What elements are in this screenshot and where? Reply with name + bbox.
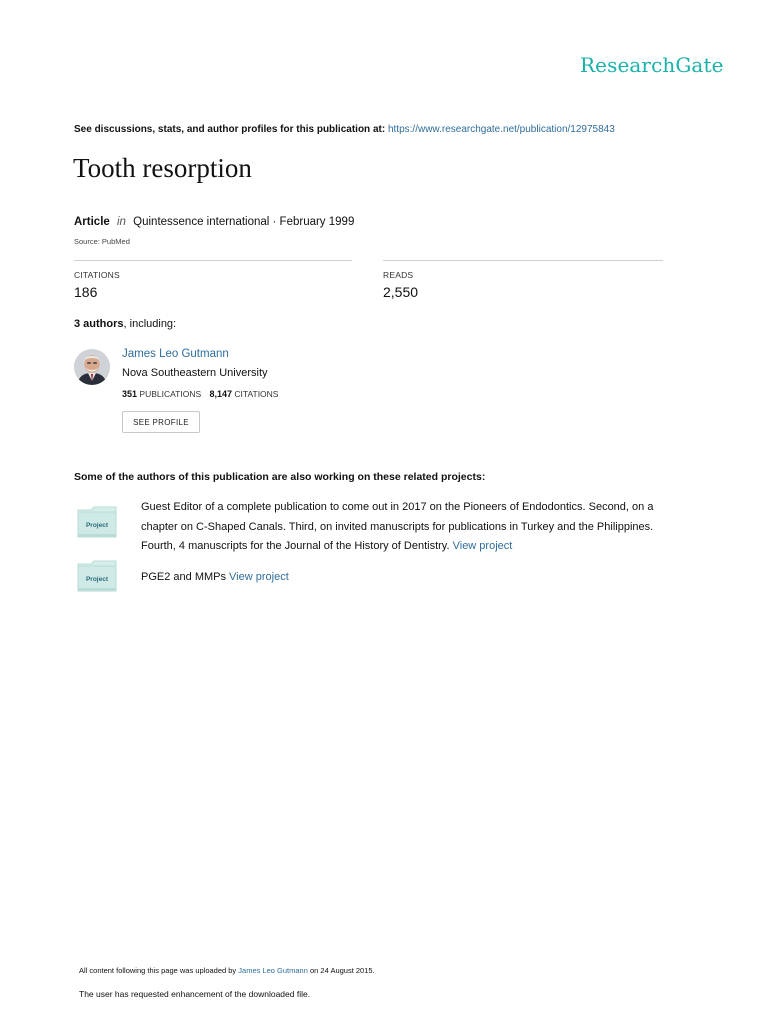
article-meta	[74, 216, 354, 228]
journal-date: Quintessence international · February 1999	[133, 216, 355, 228]
see-profile-button[interactable]: SEE PROFILE	[122, 411, 200, 433]
publication-title: Tooth resorption	[73, 153, 252, 183]
article-type: Article	[74, 216, 110, 228]
author-citations-label: CITATIONS	[234, 389, 279, 399]
intro-line	[74, 124, 615, 135]
author-publications-count: 351	[122, 389, 138, 399]
reads-divider	[383, 260, 663, 261]
view-project-link[interactable]: View project	[229, 571, 289, 583]
author-publications-label: PUBLICATIONS	[139, 389, 202, 399]
author-institution: Nova Southeastern University	[122, 367, 268, 379]
project-folder-icon[interactable]	[77, 506, 117, 538]
authors-count: 3 authors	[74, 318, 124, 330]
authors-count-line	[74, 318, 176, 330]
author-avatar[interactable]	[74, 349, 110, 385]
source-label: Source: PubMed	[74, 237, 130, 246]
uploader-link[interactable]: James Leo Gutmann	[238, 966, 308, 975]
author-photo-icon	[74, 349, 110, 385]
publication-url-link[interactable]: https://www.researchgate.net/publication/12975843	[387, 124, 615, 135]
related-projects-heading: Some of the authors of this publication are also working on these related projects:	[74, 471, 486, 483]
view-project-link[interactable]: View project	[452, 540, 513, 552]
project-item	[141, 568, 686, 588]
project-description: Guest Editor of a complete publication to come out in 2017 on the Pioneers of Endodontics. Second, on a chapter on C-Shaped Canals. Third, on invited manuscripts for publications in Turkey and the Philippines. Fourth, 4 manuscripts for the Journal of the History of Dentistry.	[141, 501, 654, 552]
enhancement-note: The user has requested enhancement of the downloaded file.	[79, 989, 311, 999]
project-description: PGE2 and MMPs	[141, 571, 226, 583]
folder-label: Project	[85, 522, 109, 529]
author-citations-count: 8,147	[209, 389, 233, 399]
reads-value: 2,550	[383, 284, 419, 300]
folder-label: Project	[85, 576, 109, 583]
citations-label: CITATIONS	[74, 270, 120, 280]
intro-text: See discussions, stats, and author profiles for this publication at:	[74, 124, 386, 135]
project-item	[141, 498, 686, 557]
researchgate-logo[interactable]: ResearchGate	[580, 53, 724, 77]
citations-divider	[74, 260, 352, 261]
reads-label: READS	[383, 270, 414, 280]
project-folder-icon[interactable]	[77, 560, 117, 592]
authors-suffix: , including:	[123, 318, 177, 330]
uploaded-suffix: on 24 August 2015.	[310, 966, 375, 975]
author-name-link[interactable]: James Leo Gutmann	[122, 348, 229, 360]
uploaded-prefix: All content following this page was uploaded by	[79, 966, 237, 975]
author-stats	[122, 389, 278, 399]
in-word: in	[117, 216, 126, 228]
uploaded-by-line	[79, 966, 375, 975]
citations-value: 186	[74, 284, 98, 300]
